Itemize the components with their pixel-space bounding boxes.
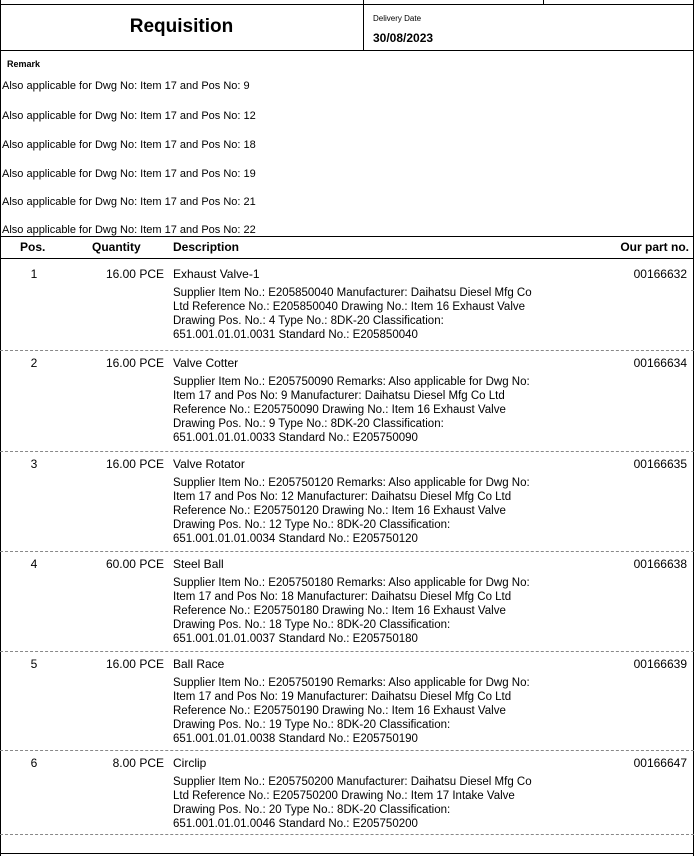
remark-line: Also applicable for Dwg No: Item 17 and Pos No: 19 [2, 168, 256, 180]
row-pos: 6 [30, 756, 38, 770]
row-part-no: 00166632 [633, 267, 687, 281]
header-divider [363, 5, 364, 50]
header-bottom-rule [0, 50, 694, 51]
row-divider [0, 551, 694, 552]
row-quantity: 16.00 PCE [105, 657, 164, 671]
row-divider [0, 834, 694, 835]
row-quantity: 8.00 PCE [112, 756, 164, 770]
row-divider [0, 750, 694, 751]
row-description: Valve Cotter [173, 356, 239, 370]
delivery-date-value: 30/08/2023 [373, 31, 434, 45]
row-quantity: 16.00 PCE [105, 267, 164, 281]
row-pos: 5 [30, 657, 38, 671]
remark-line: Also applicable for Dwg No: Item 17 and Pos No: 9 [2, 80, 250, 92]
row-pos: 1 [30, 267, 38, 281]
delivery-date-label: Delivery Date [373, 14, 422, 23]
remark-line: Also applicable for Dwg No: Item 17 and Pos No: 21 [2, 196, 256, 208]
row-part-no: 00166634 [633, 356, 687, 370]
row-description: Valve Rotator [173, 457, 245, 471]
column-header-description: Description [173, 240, 240, 254]
row-quantity: 16.00 PCE [105, 356, 164, 370]
page-bottom-rule [0, 853, 694, 854]
row-details: Supplier Item No.: E205750090 Remarks: Also applicable for Dwg No: Item 17 and Pos No: 9 Manufacturer: Daihatsu Diesel Mfg Co Ltd Reference No.: E205750090 Drawing No.: Item 16 Exhaust Valve Drawing Pos. No.: 9 Type No.: 8DK-20 Classification: 651.001.01.01.0033 Standard No.: E205750090 [173, 376, 530, 444]
page-border-right [693, 0, 694, 856]
row-divider [0, 451, 694, 452]
remark-line: Also applicable for Dwg No: Item 17 and Pos No: 22 [2, 224, 256, 236]
row-details: Supplier Item No.: E205750120 Remarks: Also applicable for Dwg No: Item 17 and Pos No: 12 Manufacturer: Daihatsu Diesel Mfg Co Ltd Reference No.: E205750120 Drawing No.: Item 16 Exhaust Valve Drawing Pos. No.: 12 Type No.: 8DK-20 Classification: 651.001.01.01.0034 Standard No.: E205750120 [173, 477, 530, 545]
row-quantity: 60.00 PCE [105, 557, 164, 571]
table-header-rule [0, 258, 694, 259]
remark-label: Remark [7, 59, 41, 69]
row-details: Supplier Item No.: E205850040 Manufacturer: Daihatsu Diesel Mfg Co Ltd Reference No.: E205850040 Drawing No.: Item 16 Exhaust Valve Drawing Pos. No.: 4 Type No.: 8DK-20 Classification: 651.001.01.01.0031 Standard No.: E205850040 [173, 287, 532, 341]
column-header-quantity: Quantity [92, 240, 141, 254]
row-part-no: 00166638 [633, 557, 687, 571]
row-details: Supplier Item No.: E205750180 Remarks: Also applicable for Dwg No: Item 17 and Pos No: 18 Manufacturer: Daihatsu Diesel Mfg Co Ltd Reference No.: E205750180 Drawing No.: Item 16 Exhaust Valve Drawing Pos. No.: 18 Type No.: 8DK-20 Classification: 651.001.01.01.0037 Standard No.: E205750180 [173, 577, 530, 645]
row-part-no: 00166639 [633, 657, 687, 671]
row-divider [0, 651, 694, 652]
table-top-rule [0, 236, 694, 237]
column-header-part-no: Our part no. [620, 240, 689, 254]
page-title: Requisition [129, 16, 234, 37]
remark-line: Also applicable for Dwg No: Item 17 and Pos No: 12 [2, 110, 256, 122]
row-part-no: 00166635 [633, 457, 687, 471]
row-details: Supplier Item No.: E205750190 Remarks: Also applicable for Dwg No: Item 17 and Pos No: 19 Manufacturer: Daihatsu Diesel Mfg Co Ltd Reference No.: E205750190 Drawing No.: Item 16 Exhaust Valve Drawing Pos. No.: 19 Type No.: 8DK-20 Classification: 651.001.01.01.0038 Standard No.: E205750190 [173, 677, 530, 745]
column-header-pos: Pos. [20, 240, 46, 254]
row-description: Circlip [173, 756, 207, 770]
row-description: Ball Race [173, 657, 225, 671]
row-description: Steel Ball [173, 557, 224, 571]
row-pos: 4 [30, 557, 38, 571]
row-pos: 2 [30, 356, 38, 370]
row-quantity: 16.00 PCE [105, 457, 164, 471]
row-divider [0, 350, 694, 351]
row-part-no: 00166647 [633, 756, 687, 770]
remark-line: Also applicable for Dwg No: Item 17 and Pos No: 18 [2, 139, 256, 151]
page-border-left [0, 0, 1, 856]
row-details: Supplier Item No.: E205750200 Manufacturer: Daihatsu Diesel Mfg Co Ltd Reference No.: E205750200 Drawing No.: Item 17 Intake Valve Drawing Pos. No.: 20 Type No.: 8DK-20 Classification: 651.001.01.01.0046 Standard No.: E205750200 [173, 776, 532, 830]
row-description: Exhaust Valve-1 [173, 267, 260, 281]
row-pos: 3 [30, 457, 38, 471]
